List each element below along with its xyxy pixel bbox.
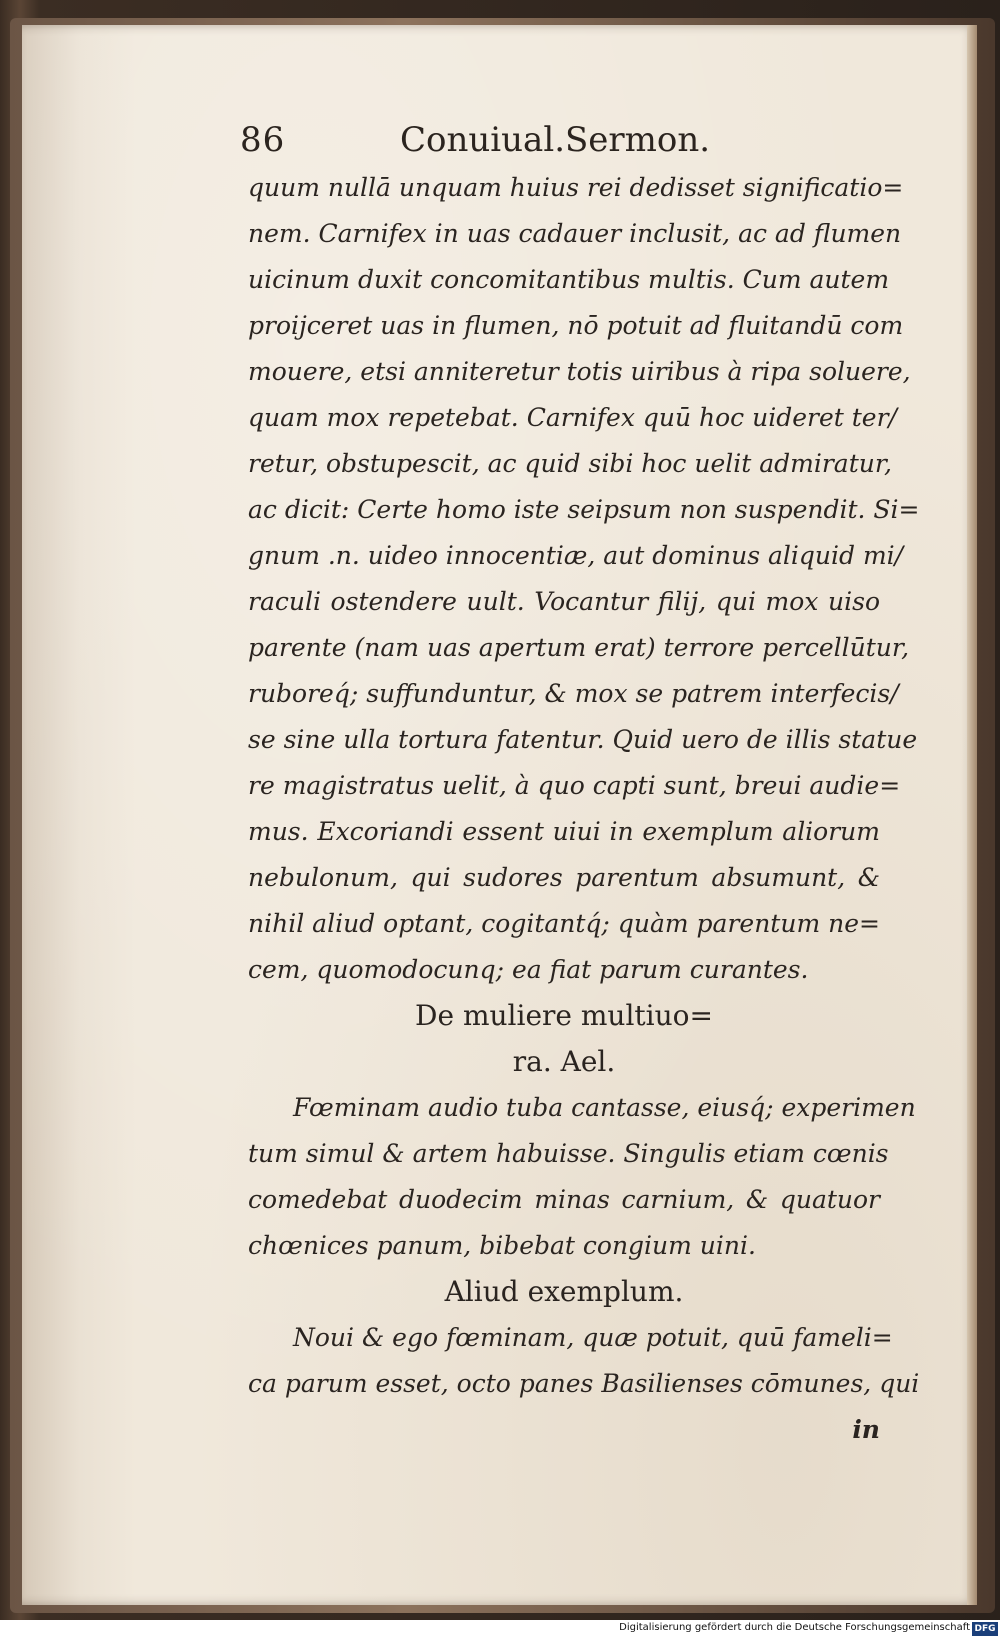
text-line: raculi ostendere uult. Vocantur filij, qui mox uiso	[248, 587, 880, 616]
text-line: retur, obstupescit, ac quid sibi hoc uelit admiratur,	[248, 449, 893, 478]
text-line: tum simul & artem habuisse. Singulis etiam cœnis	[248, 1139, 889, 1168]
text-line: re magistratus uelit, à quo capti sunt, breui audie=	[248, 771, 901, 800]
text-line: uicinum duxit concomitantibus multis. Cum autem	[248, 265, 890, 294]
text-line: comedebat duodecim minas carnium, & quatuor	[248, 1185, 880, 1214]
text-line: Noui & ego fœminam, quæ potuit, quū fameli=	[293, 1323, 893, 1352]
footer-credit: Digitalisierung gefördert durch die Deutsche Forschungsgemeinschaft	[619, 1622, 970, 1633]
text-line: se sine ulla tortura fatentur. Quid uero de illis statue	[248, 725, 918, 754]
text-line: nihil aliud optant, cogitantq́; quàm parentum ne=	[248, 909, 880, 938]
text-line: ac dicit: Certe homo iste seipsum non suspendit. Si=	[248, 495, 920, 524]
text-line: proijceret uas in flumen, nō potuit ad fluitandū com	[248, 311, 904, 340]
text-line: nebulonum, qui sudores parentum absumunt, &	[248, 863, 880, 892]
page-number: 86	[240, 120, 286, 160]
section-heading: De muliere multiuo=	[415, 999, 713, 1032]
text-line: parente (nam uas apertum erat) terrore percellūtur,	[248, 633, 910, 662]
text-line: cem, quomodocunq; ea fiat parum curantes.	[248, 955, 809, 984]
section-heading: ra. Ael.	[512, 1045, 616, 1078]
main-text	[248, 165, 920, 1453]
catchword: in	[852, 1415, 880, 1444]
text-line: mus. Excoriandi essent uiui in exemplum aliorum	[248, 817, 880, 846]
text-line: quum nullā unquam huius rei dedisset significatio=	[248, 173, 904, 202]
page-header	[240, 120, 920, 170]
page-edge	[967, 25, 977, 1605]
text-line: gnum .n. uideo innocentiæ, aut dominus aliquid mi/	[248, 541, 904, 570]
text-line: mouere, etsi anniteretur totis uiribus à ripa soluere,	[248, 357, 911, 386]
text-line: Fœminam audio tuba cantasse, eiusq́; experimen	[293, 1093, 916, 1122]
footer-bar	[0, 1620, 1000, 1640]
text-line: ruboreq́; suffunduntur, & mox se patrem interfecis/	[248, 679, 899, 708]
section-heading: Aliud exemplum.	[444, 1275, 684, 1308]
text-line: chœnices panum, bibebat congium uini.	[248, 1231, 756, 1260]
text-line: nem. Carnifex in uas cadauer inclusit, ac ad flumen	[248, 219, 902, 248]
dfg-logo: DFG	[972, 1622, 998, 1636]
text-line: ca parum esset, octo panes Basilienses cōmunes, qui	[248, 1369, 920, 1398]
text-line: quam mox repetebat. Carnifex quū hoc uideret ter/	[248, 403, 897, 432]
running-title: Conuiual.Sermon.	[400, 120, 711, 160]
